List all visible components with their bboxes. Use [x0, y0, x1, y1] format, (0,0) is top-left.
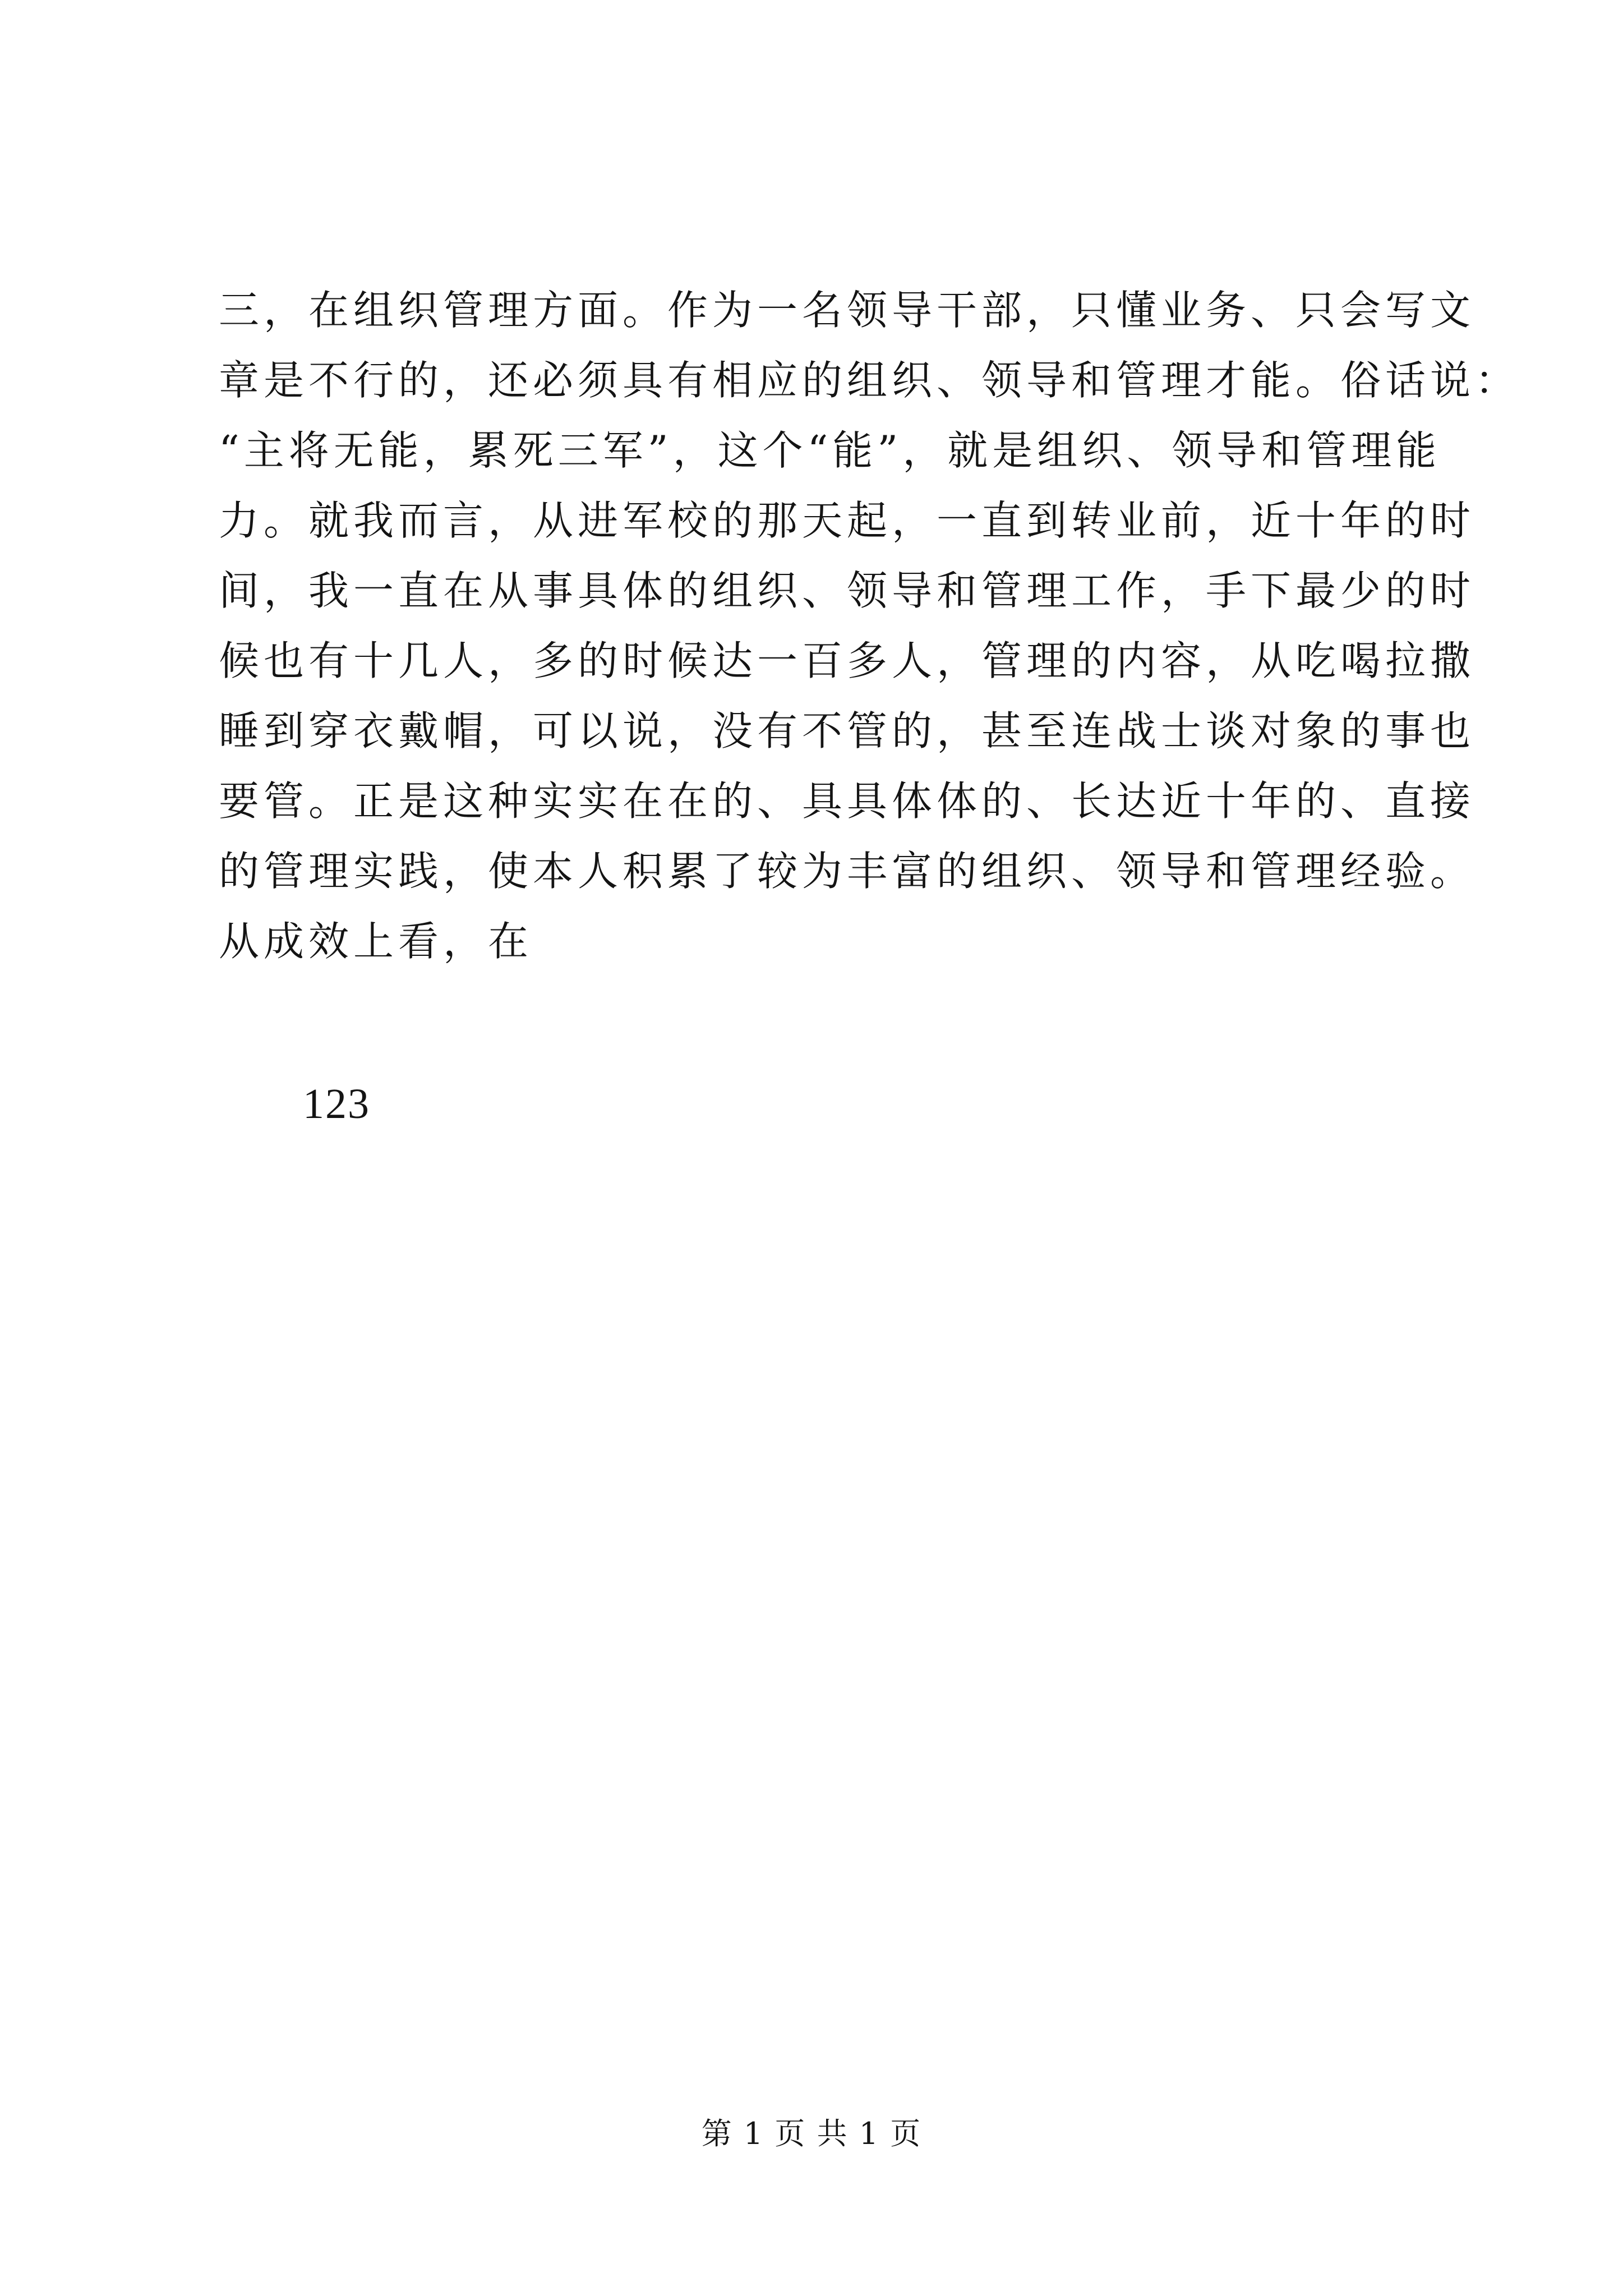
paragraph-line: 章是不行的，还必须具有相应的组织、领导和管理才能。俗话说： — [219, 357, 1520, 404]
paragraph-line: “主将无能，累死三军”，这个“能”，就是组织、领导和管理能 — [219, 427, 1441, 474]
paragraph-line: 的管理实践，使本人积累了较为丰富的组织、领导和管理经验。 — [219, 848, 1476, 895]
trailing-number: 123 — [303, 1080, 370, 1128]
paragraph-line: 间，我一直在从事具体的组织、领导和管理工作，手下最少的时 — [219, 567, 1476, 614]
paragraph-line: 三，在组织管理方面。作为一名领导干部，只懂业务、只会写文 — [219, 287, 1476, 334]
paragraph-line: 要管。正是这种实实在在的、具具体体的、长达近十年的、直接 — [219, 777, 1476, 825]
paragraph-line: 候也有十几人，多的时候达一百多人，管理的内容，从吃喝拉撒 — [219, 637, 1476, 684]
paragraph-line: 睡到穿衣戴帽，可以说，没有不管的，甚至连战士谈对象的事也 — [219, 707, 1476, 754]
page-footer: 第 1 页 共 1 页 — [701, 2116, 922, 2151]
paragraph-line: 从成效上看，在 — [219, 918, 533, 965]
paragraph-line: 力。就我而言，从进军校的那天起，一直到转业前，近十年的时 — [219, 497, 1476, 544]
